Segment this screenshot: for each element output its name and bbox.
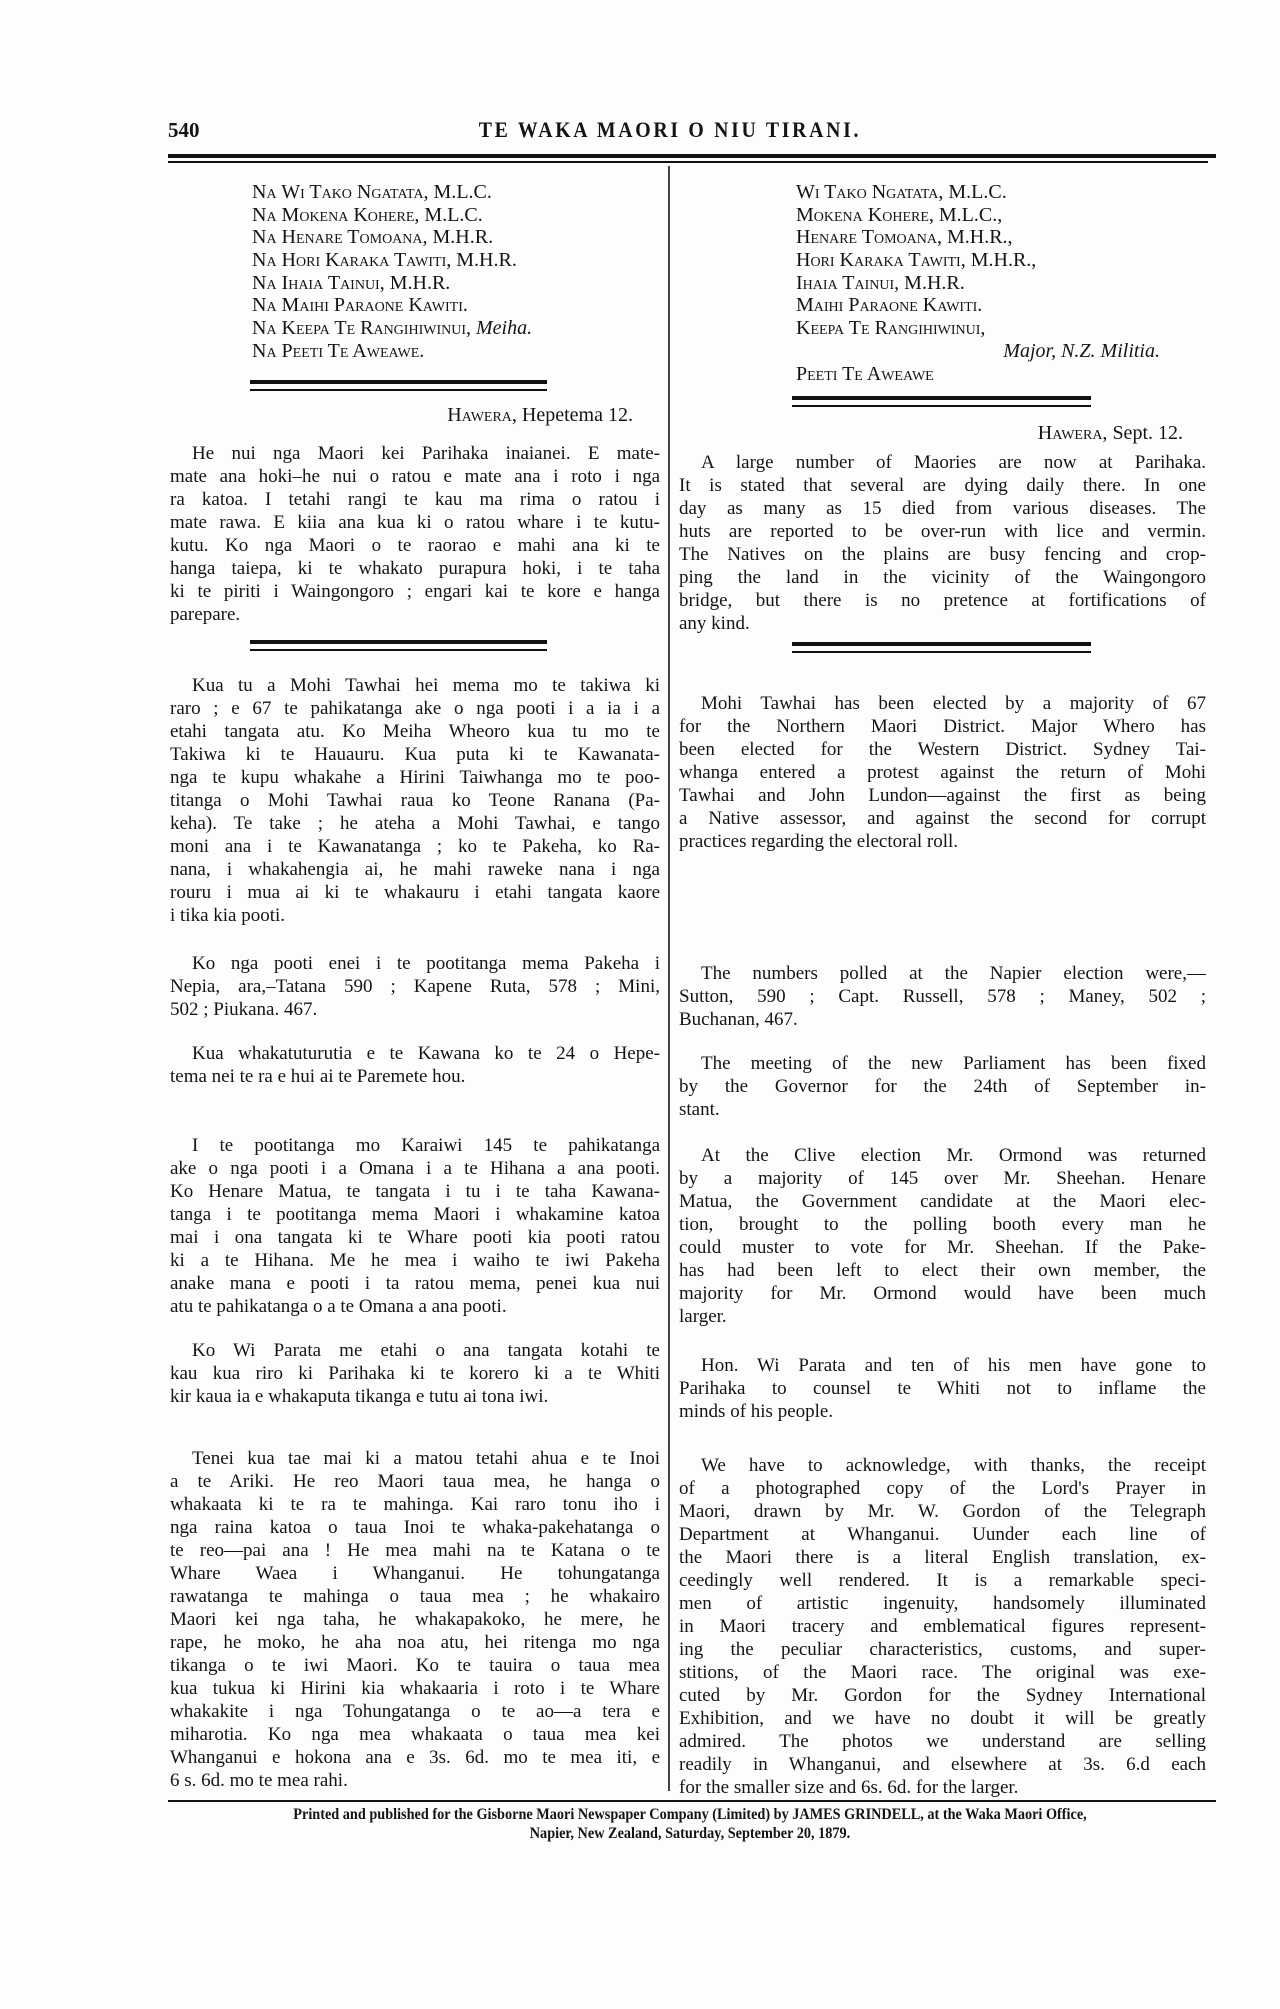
article-line: by the Governor for the 24th of September in- <box>679 1076 1206 1097</box>
article-line: te reo—pai ana ! He mea mahi na te Katana o te <box>170 1540 660 1561</box>
signatory-6 <box>252 317 662 340</box>
article-line: bridge, but there is no pretence at fortifications of <box>679 590 1206 611</box>
header-rule-thin <box>168 161 1208 163</box>
article-line: mai i ona tangata ki te Whare pooti kia pooti ratou <box>170 1227 660 1248</box>
article-line: for the Northern Maori District. Major Whero has <box>679 716 1206 737</box>
signatory-2 <box>252 226 662 249</box>
article-line: keha). Te take ; he ateha a Mohi Tawhai, e tango <box>170 813 660 834</box>
left-article-2 <box>170 952 660 1021</box>
article-line: admired. The photos we understand are selling <box>679 1731 1206 1752</box>
left-article-4 <box>170 1134 660 1318</box>
signatory-2 <box>796 226 1206 249</box>
article-line: whakakite i nga Tohungatanga o te ao—a tera e <box>170 1701 660 1722</box>
article-line: etahi tangata atu. Ko Meiha Wheoro kua tu mo te <box>170 721 660 742</box>
right-article-5 <box>679 1354 1206 1423</box>
signatory-4 <box>252 272 662 295</box>
article-line: Ko nga pooti enei i te pootitanga mema Pakeha i <box>192 953 660 974</box>
article-line: Ko Henare Matua, te tangata i tu i te taha Kawana- <box>170 1181 660 1202</box>
article-line: Hon. Wi Parata and ten of his men have gone to <box>701 1355 1206 1376</box>
right-article-6 <box>679 1454 1206 1799</box>
left-article-3 <box>170 1042 660 1088</box>
dateline-date: Sept. 12. <box>1112 422 1183 444</box>
article-line: Takiwa ki te Hauauru. Kua puta ki te Kawanata- <box>170 744 660 765</box>
left-rule-thin-2 <box>250 649 547 651</box>
article-line: Ko Wi Parata me etahi o ana tangata kotahi te <box>192 1340 660 1361</box>
signatory-0 <box>796 181 1206 204</box>
signatory-7 <box>252 340 662 363</box>
article-line: huts are reported to be over-run with lice and vermin. <box>679 521 1206 542</box>
article-line: Tenei kua tae mai ki a matou tetahi ahua e te Inoi <box>192 1448 660 1469</box>
article-line: cuted by Mr. Gordon for the Sydney International <box>679 1685 1206 1706</box>
column-divider <box>668 166 670 1791</box>
right-article-1 <box>679 692 1206 853</box>
article-line: kutu. Ko nga Maori o te raorao e mahi ana ki te <box>170 535 660 556</box>
right-rule-thin-1 <box>792 405 1091 407</box>
article-line: parepare. <box>170 604 241 625</box>
article-line: i tika kia pooti. <box>170 905 286 926</box>
right-rule-thick-2 <box>792 642 1091 646</box>
article-line: Department at Whanganui. Uunder each line of <box>679 1524 1206 1545</box>
article-line: mate rawa. E kiia ana kua ki o ratou whare i te kutu- <box>170 512 660 533</box>
signatory-name: Na Henare Tomoana, M.H.R. <box>252 226 494 249</box>
right-rule-thick-1 <box>792 396 1091 400</box>
article-line: Whanganui e hokona ana e 3s. 6d. mo te mea iti, e <box>170 1747 660 1768</box>
article-line: The Natives on the plains are busy fencing and crop- <box>679 544 1206 565</box>
header-rule-thick <box>168 154 1216 158</box>
left-article-6 <box>170 1447 660 1792</box>
left-rule-thin-1 <box>250 389 547 391</box>
article-line: ki a te Hihana. Me he mea i waiho te iwi Pakeha <box>170 1250 660 1271</box>
signatory-1 <box>796 204 1206 227</box>
article-line: anake mana e pooti i ta ratou mema, penei kua nui <box>170 1273 660 1294</box>
article-line: tanga i te pootitanga mema Maori i whakamine katoa <box>170 1204 660 1225</box>
article-line: Maori kei nga taha, he whakapakoko, he mere, he <box>170 1609 660 1630</box>
article-line: readily in Whanganui, and elsewhere at 3s. 6.d each <box>679 1754 1206 1775</box>
article-line: 6 s. 6d. mo te mea rahi. <box>170 1770 348 1791</box>
article-line: ing the peculiar characteristics, customs, and super- <box>679 1639 1206 1660</box>
article-line: kua tukua ki Hirini kia whakaaria i roto i te Whare <box>170 1678 660 1699</box>
signatory-name: Na Ihaia Tainui, M.H.R. <box>252 271 451 294</box>
signatory-name: Henare Tomoana, M.H.R., <box>796 226 1013 249</box>
article-line: hanga taiepa, ki te whakato purapura hoki, i te taha <box>170 558 660 579</box>
article-line: tema nei te ra e hui ai te Paremete hou. <box>170 1066 466 1087</box>
article-line: Sutton, 590 ; Capt. Russell, 578 ; Maney, 502 ; <box>679 986 1206 1007</box>
right-article-2 <box>679 962 1206 1031</box>
signatory-name: Mokena Kohere, M.L.C., <box>796 203 1003 226</box>
article-line: whakaata ki te ra te mahinga. Kai raro tonu iho i <box>170 1494 660 1515</box>
dateline-place: Hawera, <box>1037 422 1108 444</box>
article-line: stitions, of the Maori race. The original was exe- <box>679 1662 1206 1683</box>
article-line: ake o nga pooti i a Omana i a te Hihana a ana pooti. <box>170 1158 660 1179</box>
article-line: moni ana i te Kawanatanga ; ko te Pakeha, ko Ra- <box>170 836 660 857</box>
article-line: ping the land in the vicinity of the Waingongoro <box>679 567 1206 588</box>
right-article-4 <box>679 1144 1206 1328</box>
signatory-name: Ihaia Tainui, M.H.R. <box>796 271 965 294</box>
signatory-name: Na Mokena Kohere, M.L.C. <box>252 203 483 226</box>
article-line: titanga o Mohi Tawhai raua ko Teone Ranana (Pa- <box>170 790 660 811</box>
signatory-3 <box>252 249 662 272</box>
article-line: The meeting of the new Parliament has been fixed <box>701 1053 1206 1074</box>
signatory-5 <box>796 294 1206 317</box>
article-line: raro ; e 67 te pahikatanga ake o nga pooti i a ia i a <box>170 698 660 719</box>
signatory-rank: Meiha. <box>475 317 533 340</box>
left-signatories <box>252 181 662 363</box>
left-article-5 <box>170 1339 660 1408</box>
article-line: Whare Waea i Whanganui. He tohungatanga <box>170 1563 660 1584</box>
left-rule-thick-1 <box>250 380 547 384</box>
article-line: whanga entered a protest against the return of Mohi <box>679 762 1206 783</box>
article-line: a te Ariki. He reo Maori taua mea, he hanga o <box>170 1471 660 1492</box>
page-number: 540 <box>168 118 200 142</box>
newspaper-title: TE WAKA MAORI O NIU TIRANI. <box>478 117 862 142</box>
article-line: Exhibition, and we have no doubt it will be greatly <box>679 1708 1206 1729</box>
article-line: ki te piriti i Waingongoro ; engari kai te kore e hanga <box>170 581 660 602</box>
signatory-name: Na Maihi Paraone Kawiti. <box>252 294 468 317</box>
signatory-name: Peeti Te Aweawe <box>796 362 934 385</box>
signatory-name: Wi Tako Ngatata, M.L.C. <box>796 181 1007 203</box>
article-line: majority for Mr. Ormond would have been much <box>679 1283 1206 1304</box>
signatory-rank-line <box>796 340 1206 363</box>
article-line: Parihaka to counsel te Whiti not to inflame the <box>679 1378 1206 1399</box>
article-line: rape, he moko, he aha noa atu, hei ritenga mo nga <box>170 1632 660 1653</box>
article-line: rawatanga te mahinga o taua mea ; he whakairo <box>170 1586 660 1607</box>
article-line: tikanga o te iwi Maori. Ko te tauira o taua mea <box>170 1655 660 1676</box>
article-line: nga raina katoa o taua Inoi te whaka-pakehatanga o <box>170 1517 660 1538</box>
article-line: has had been left to elect their own member, the <box>679 1260 1206 1281</box>
dateline-date: Hepetema 12. <box>521 404 633 426</box>
article-line: for the smaller size and 6s. 6d. for the larger. <box>679 1777 1019 1798</box>
article-line: nana, i whakahengia ai, he mahi raweke nana i nga <box>170 859 660 880</box>
signatory-name: Maihi Paraone Kawiti. <box>796 294 983 317</box>
article-line: men of artistic ingenuity, handsomely illuminated <box>679 1593 1206 1614</box>
article-line: I te pootitanga mo Karaiwi 145 te pahikatanga <box>192 1135 660 1156</box>
article-line: practices regarding the electoral roll. <box>679 831 959 852</box>
signatory-4 <box>796 272 1206 295</box>
article-line: 502 ; Piukana. 467. <box>170 999 318 1020</box>
signatory-7 <box>796 363 1206 386</box>
article-line: day as many as 15 died from various diseases. The <box>679 498 1206 519</box>
right-dateline <box>679 422 1183 445</box>
footer-rule <box>168 1800 1216 1802</box>
right-article-0 <box>679 451 1206 635</box>
signatory-6 <box>796 317 1206 340</box>
article-line: rouru i mua ai ki te whakauru i etahi tangata kaore <box>170 882 660 903</box>
signatory-name: Na Peeti Te Aweawe. <box>252 339 425 362</box>
article-line: A large number of Maories are now at Parihaka. <box>701 452 1206 473</box>
article-line: At the Clive election Mr. Ormond was returned <box>701 1145 1206 1166</box>
article-line: kir kaua ia e whakaputa tikanga e tutu ai tona iwi. <box>170 1386 549 1407</box>
article-line: larger. <box>679 1306 727 1327</box>
article-line: minds of his people. <box>679 1401 834 1422</box>
article-line: Maori, drawn by Mr. W. Gordon of the Telegraph <box>679 1501 1206 1522</box>
article-line: tion, brought to the polling booth every man he <box>679 1214 1206 1235</box>
article-line: kau kua riro ki Parihaka ki te korero ki a te Whiti <box>170 1363 660 1384</box>
signatory-0 <box>252 181 662 204</box>
left-dateline <box>170 404 633 427</box>
signatory-5 <box>252 294 662 317</box>
imprint-line-2: Napier, New Zealand, Saturday, September 20, 1879. <box>529 1825 851 1842</box>
article-line: miharotia. Ko nga mea whakaata o taua mea kei <box>170 1724 660 1745</box>
right-article-3 <box>679 1052 1206 1121</box>
article-line: ceedingly well rendered. It is a remarkable speci- <box>679 1570 1206 1591</box>
signatory-name: Na Wi Tako Ngatata, M.L.C. <box>252 181 492 203</box>
article-line: It is stated that several are dying daily there. In one <box>679 475 1206 496</box>
article-line: of a photographed copy of the Lord's Prayer in <box>679 1478 1206 1499</box>
article-line: been elected for the Western District. Sydney Tai- <box>679 739 1206 760</box>
article-line: ra katoa. I tetahi rangi te kau ma rima o ratou i <box>170 489 660 510</box>
article-line: by a majority of 145 over Mr. Sheehan. Henare <box>679 1168 1206 1189</box>
article-line: The numbers polled at the Napier election were,— <box>701 963 1206 984</box>
left-rule-thick-2 <box>250 640 547 644</box>
article-line: could muster to vote for Mr. Sheehan. If the Pake- <box>679 1237 1206 1258</box>
article-line: in Maori tracery and emblematical figures represent- <box>679 1616 1206 1637</box>
right-signatories <box>796 181 1206 385</box>
right-rule-thin-2 <box>792 651 1091 653</box>
signatory-name: Na Keepa Te Rangihiwinui, <box>252 317 471 340</box>
article-line: any kind. <box>679 613 750 634</box>
dateline-place: Hawera, <box>447 404 517 426</box>
article-line: Kua tu a Mohi Tawhai hei mema mo te takiwa ki <box>192 675 660 696</box>
article-line: Buchanan, 467. <box>679 1009 798 1030</box>
signatory-name: Hori Karaka Tawiti, M.H.R., <box>796 249 1037 272</box>
signatory-1 <box>252 204 662 227</box>
article-line: nga te kupu whakahe a Hirini Taiwhanga mo te poo- <box>170 767 660 788</box>
left-article-1 <box>170 674 660 927</box>
article-line: stant. <box>679 1099 720 1120</box>
article-line: the Maori there is a literal English translation, ex- <box>679 1547 1206 1568</box>
imprint-line-1: Printed and published for the Gisborne Maori Newspaper Company (Limited) by JAMES GRINDELL, at the Waka Maori Office, <box>293 1806 1087 1823</box>
article-line: Mohi Tawhai has been elected by a majority of 67 <box>701 693 1206 714</box>
left-article-0 <box>170 442 660 626</box>
article-line: We have to acknowledge, with thanks, the receipt <box>701 1455 1206 1476</box>
article-line: He nui nga Maori kei Parihaka inaianei. E mate- <box>192 443 660 464</box>
article-line: Nepia, ara,–Tatana 590 ; Kapene Ruta, 578 ; Mini, <box>170 976 660 997</box>
signatory-name: Keepa Te Rangihiwinui, <box>796 317 986 340</box>
article-line: Matua, the Government candidate at the Maori elec- <box>679 1191 1206 1212</box>
signatory-name: Na Hori Karaka Tawiti, M.H.R. <box>252 249 517 272</box>
signatory-3 <box>796 249 1206 272</box>
article-line: atu te pahikatanga o a te Omana a ana pooti. <box>170 1296 507 1317</box>
article-line: a Native assessor, and against the second for corrupt <box>679 808 1206 829</box>
article-line: Kua whakatuturutia e te Kawana ko te 24 o Hepe- <box>192 1043 660 1064</box>
signatory-rank: Major, N.Z. Militia. <box>1003 339 1160 362</box>
article-line: Tawhai and John Lundon—against the first as being <box>679 785 1206 806</box>
article-line: mate ana hoki–he nui o ratou e mate ana i roto i nga <box>170 466 660 487</box>
